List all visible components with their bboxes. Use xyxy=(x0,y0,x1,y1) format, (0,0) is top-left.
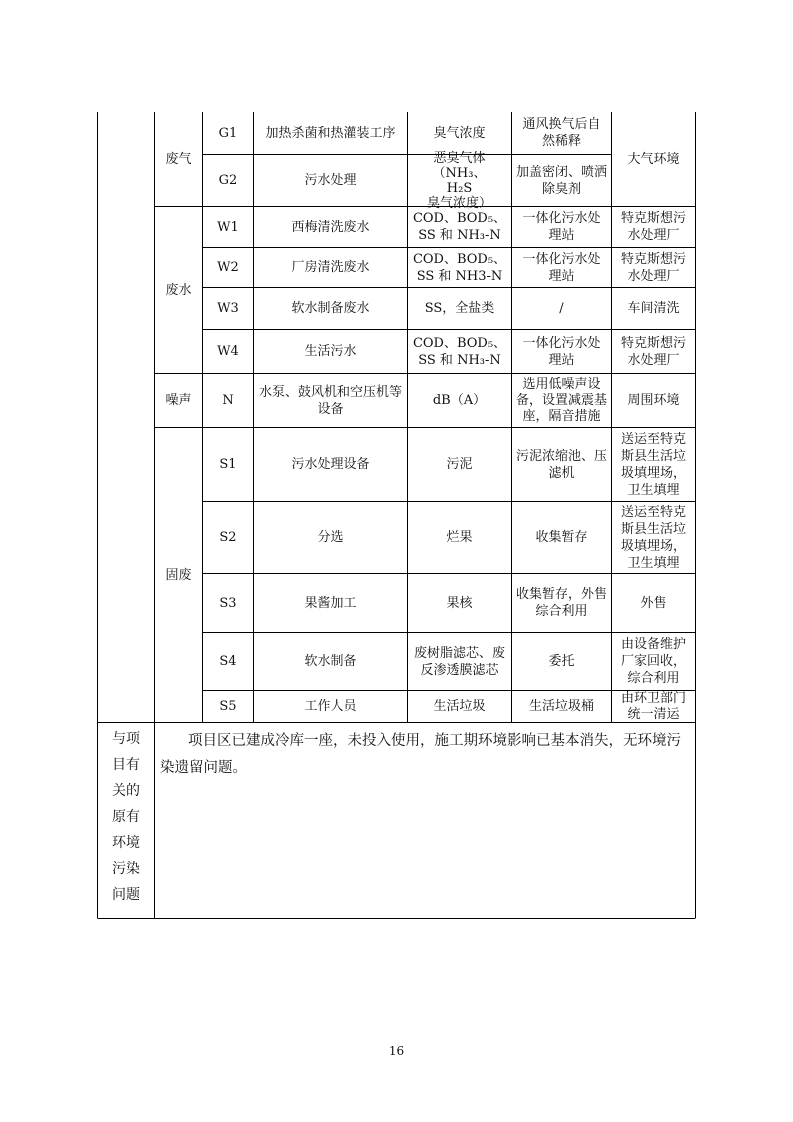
row-code: W1 xyxy=(217,219,239,235)
category-noise: 噪声 xyxy=(165,393,192,408)
section-label xyxy=(98,726,154,908)
row-source: 污水处理设备 xyxy=(291,457,370,472)
row-destination: 特克斯想污 水处理厂 xyxy=(620,335,686,368)
row-pollutant: 烂果 xyxy=(446,530,473,545)
row-measure: 收集暂存 xyxy=(535,530,588,545)
row-source: 生活污水 xyxy=(304,344,357,359)
row-code: N xyxy=(222,393,234,408)
row-pollutant: SS，全盐类 xyxy=(424,301,495,316)
row-destination: 周围环境 xyxy=(627,393,680,408)
row-measure: 收集暂存，外售 综合利用 xyxy=(515,587,607,619)
category-exhaust: 废气 xyxy=(165,151,192,167)
section-label-line: 问题 xyxy=(112,887,140,903)
row-measure: 一体化污水处 理站 xyxy=(522,335,601,368)
row-measure: 通风换气后自 然稀释 xyxy=(522,117,601,149)
row-code: S4 xyxy=(219,654,237,669)
row-pollutant: 果核 xyxy=(446,595,473,611)
row-code: W3 xyxy=(217,301,239,316)
row-measure: 一体化污水处 理站 xyxy=(522,211,601,243)
row-measure: 生活垃圾桶 xyxy=(528,699,594,714)
row-pollutant: 臭气浓度 xyxy=(433,125,486,141)
section-label-line: 与项 xyxy=(112,731,140,747)
row-destination: 送运至特克 斯县生活垃 圾填埋场， 卫生填埋 xyxy=(620,504,686,571)
category-wastewater: 废水 xyxy=(165,282,192,298)
row-source: 西梅清洗废水 xyxy=(291,219,370,235)
row-destination: 大气环境 xyxy=(627,151,680,167)
row-destination: 由环卫部门 统一清运 xyxy=(620,690,686,722)
row-pollutant: COD、BOD₅、 SS 和 NH₃-N xyxy=(412,335,507,368)
row-pollutant: 恶臭气体（NH₃、 H₂S 臭气浓度） xyxy=(426,150,492,211)
page-number: 16 xyxy=(388,1044,405,1058)
row-code: G2 xyxy=(218,173,238,188)
row-code: S1 xyxy=(219,457,237,472)
row-source: 软水制备废水 xyxy=(291,301,370,316)
category-solid-waste: 固废 xyxy=(165,567,192,583)
row-code: S5 xyxy=(219,699,237,714)
row-destination: 由设备维护 厂家回收， 综合利用 xyxy=(620,637,686,686)
section-label-line: 环境 xyxy=(112,835,140,851)
row-source: 工作人员 xyxy=(304,699,357,714)
section-label-line: 原有 xyxy=(112,809,140,825)
row-destination: 特克斯想污 水处理厂 xyxy=(620,251,686,284)
row-source: 厂房清洗废水 xyxy=(291,260,370,275)
row-code: S3 xyxy=(219,595,237,611)
row-measure: 污泥浓缩池、压 滤机 xyxy=(515,448,607,481)
row-destination: 特克斯想污 水处理厂 xyxy=(620,211,686,243)
row-source: 分选 xyxy=(317,530,344,545)
row-code: W4 xyxy=(217,344,239,359)
row-measure: 一体化污水处 理站 xyxy=(522,251,601,284)
section-label-line: 关的 xyxy=(112,783,140,799)
row-pollutant: COD、BOD₅、 SS 和 NH₃-N xyxy=(412,211,507,243)
section-label-line: 目有 xyxy=(112,757,140,773)
row-pollutant: 生活垃圾 xyxy=(433,699,486,714)
row-source: 加热杀菌和热灌装工序 xyxy=(265,125,396,141)
row-source: 果酱加工 xyxy=(304,595,357,611)
row-pollutant: 废树脂滤芯、废 反渗透膜滤芯 xyxy=(413,645,505,678)
row-source: 水泵、鼓风机和空压机等 设备 xyxy=(258,384,402,417)
row-measure: 委托 xyxy=(548,654,575,669)
row-pollutant: COD、BOD₅、 SS 和 NH3-N xyxy=(412,251,507,284)
row-code: W2 xyxy=(217,260,239,275)
row-destination: 送运至特克 斯县生活垃 圾填埋场， 卫生填埋 xyxy=(620,431,686,498)
row-pollutant: dB（A） xyxy=(432,393,487,408)
section-text: 项目区已建成冷库一座，未投入使用，施工期环境影响已基本消失，无环境污染遗留问题。 xyxy=(160,733,681,776)
row-source: 污水处理 xyxy=(304,173,357,188)
row-pollutant: 污泥 xyxy=(446,457,473,472)
row-measure: / xyxy=(559,301,564,316)
row-destination: 外售 xyxy=(640,595,667,611)
row-measure: 选用低噪声设 备，设置减震基 座，隔音措施 xyxy=(515,376,607,424)
row-measure: 加盖密闭、喷洒 除臭剂 xyxy=(515,164,607,197)
section-label-line: 污染 xyxy=(112,861,140,877)
row-code: G1 xyxy=(218,125,238,141)
row-source: 软水制备 xyxy=(304,654,357,669)
row-destination: 车间清洗 xyxy=(627,301,680,316)
row-code: S2 xyxy=(219,530,237,545)
